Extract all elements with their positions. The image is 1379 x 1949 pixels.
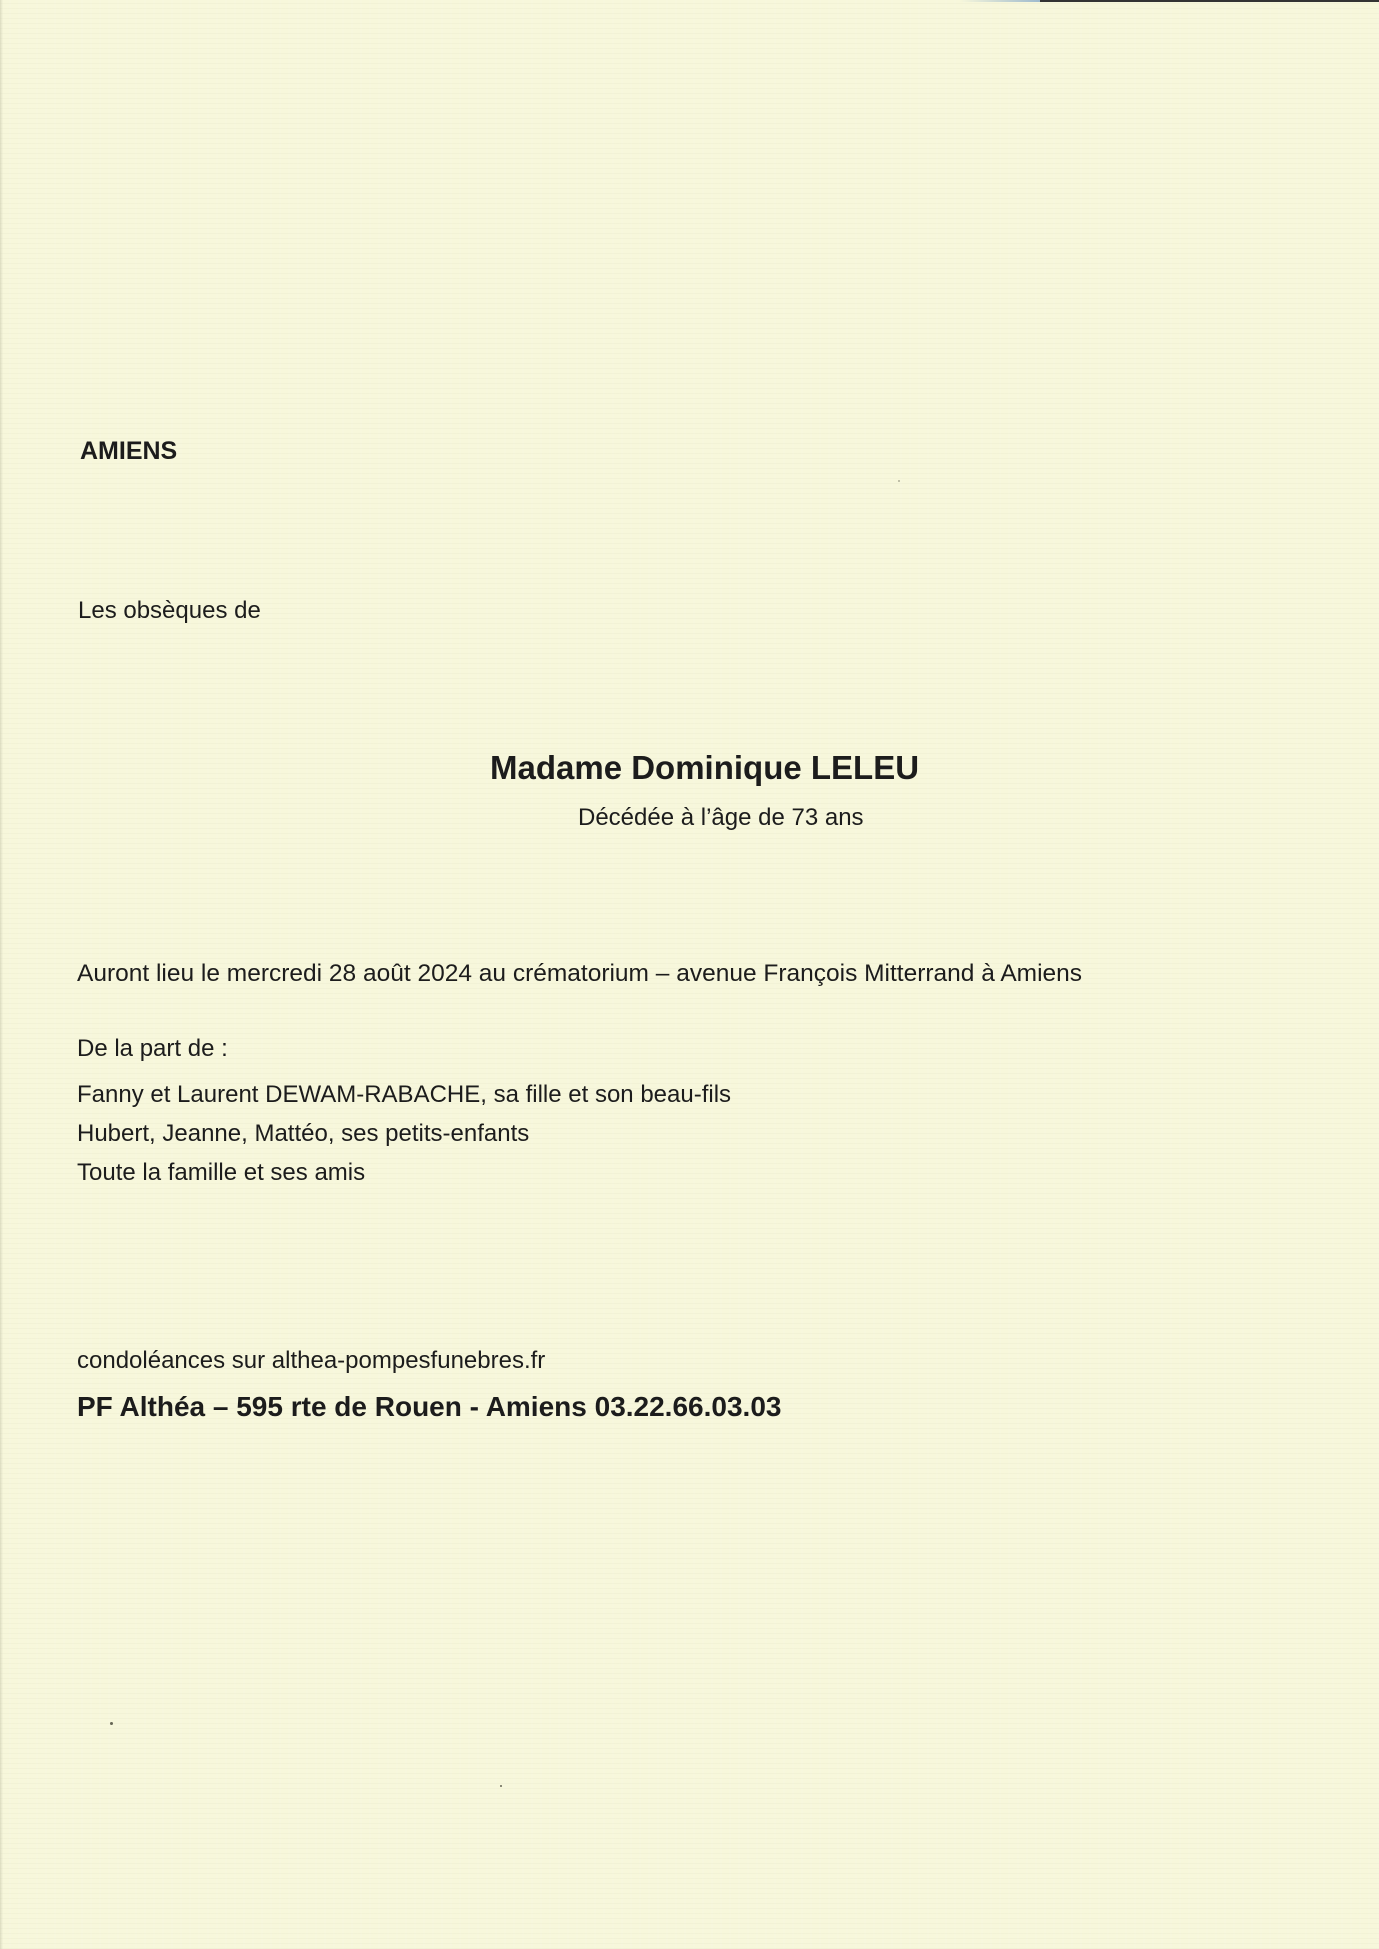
- condolences-line: condoléances sur althea-pompesfunebres.fr: [77, 1347, 546, 1374]
- paper-speck: [898, 480, 900, 482]
- deceased-age: Décédée à l’âge de 73 ans: [578, 804, 864, 831]
- paper-speck: [500, 1785, 502, 1787]
- ceremony-details: Auront lieu le mercredi 28 août 2024 au crématorium – avenue François Mitterrand à Amiens: [77, 960, 1083, 987]
- family-line: Hubert, Jeanne, Mattéo, ses petits-enfants: [77, 1120, 530, 1147]
- family-list: [77, 1075, 731, 1192]
- funeral-home-contact: PF Althéa – 595 rte de Rouen - Amiens 03.22.66.03.03: [77, 1391, 782, 1422]
- family-line: Fanny et Laurent DEWAM-RABACHE, sa fille et son beau-fils: [77, 1081, 732, 1108]
- from-heading: De la part de :: [77, 1035, 228, 1062]
- paper-left-edge: [0, 0, 3, 1949]
- top-border-line: [1040, 0, 1379, 2]
- city-heading: AMIENS: [80, 437, 178, 465]
- deceased-name: Madame Dominique LELEU: [490, 749, 920, 786]
- scan-edge-mark: [960, 0, 1040, 2]
- family-line: Toute la famille et ses amis: [77, 1159, 366, 1186]
- paper-speck: [110, 1722, 113, 1725]
- intro-text: Les obsèques de: [78, 597, 261, 624]
